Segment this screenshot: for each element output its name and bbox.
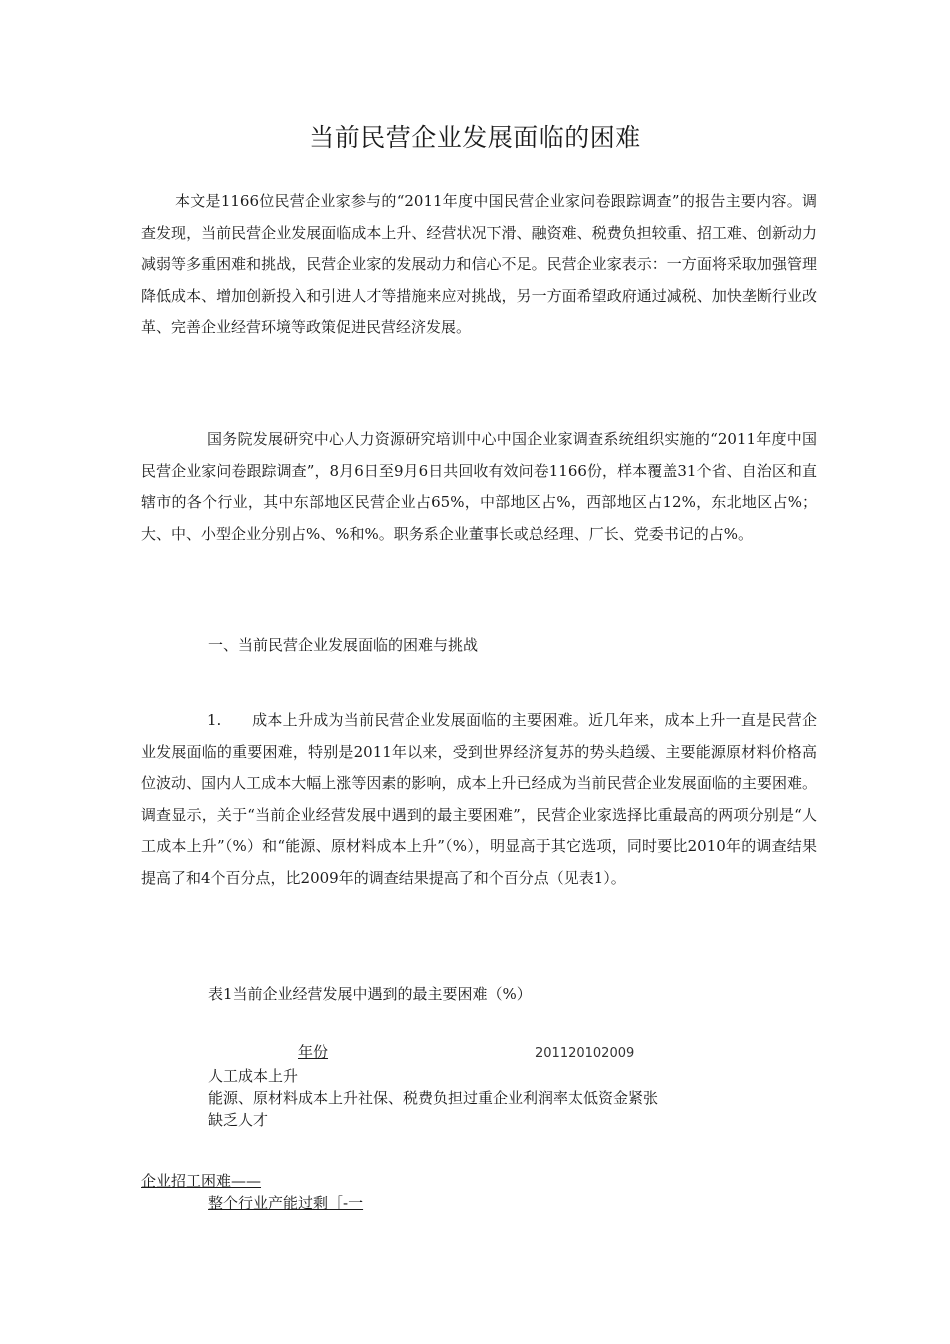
table-years: 201120102009: [535, 1046, 635, 1058]
table-row: 能源、原材料成本上升社保、税费负担过重企业利润率太低资金紧张: [208, 1089, 659, 1107]
document-title: 当前民营企业发展面临的困难: [309, 123, 641, 152]
table-row: 整个行业产能过剩［-一: [208, 1194, 364, 1212]
table-caption: 表1当前企业经营发展中遇到的最主要困难（%）: [208, 985, 532, 1003]
paragraph-survey-info: 国务院发展研究中心人力资源研究培训中心中国企业家调查系统组织实施的“2011年度中国民营企业家问卷跟踪调查”，8月6日至9月6日共回收有效问卷1166份，样本覆盖31个省、自治区和直辖市的各个行业，其中东部地区民营企业占65%，中部地区占%，西部地区占12%，东北地区占%；大、中、小型企业分别占%、%和%。职务系企业董事长或总经理、厂长、党委书记的占%。: [141, 430, 817, 543]
table-row: 企业招工困难——: [141, 1172, 262, 1190]
section-heading: 一、当前民营企业发展面临的困难与挑战: [208, 636, 479, 654]
table-year-header: 年份: [298, 1043, 329, 1061]
paragraph-abstract: 本文是1166位民营企业家参与的“2011年度中国民营企业家问卷跟踪调查”的报告主要内容。调查发现，当前民营企业发展面临成本上升、经营状况下滑、融资难、税费负担较重、招工难、创新动力减弱等多重困难和挑战，民营企业家的发展动力和信心不足。民营企业家表示：一方面将采取加强管理降低成本、增加创新投入和引进人才等措施来应对挑战，另一方面希望政府通过减税、加快垄断行业改革、完善企业经营环境等政策促进民营经济发展。: [141, 192, 817, 336]
table-row: 缺乏人才: [208, 1111, 269, 1129]
table-row: 人工成本上升: [208, 1067, 299, 1085]
paragraph-cost-rise: 1. 成本上升成为当前民营企业发展面临的主要困难。近几年来，成本上升一直是民营企业发展面临的重要困难，特别是2011年以来，受到世界经济复苏的势头趋缓、主要能源原材料价格高位波动、国内人工成本大幅上涨等因素的影响，成本上升已经成为当前民营企业发展面临的主要困难。调查显示，关于“当前企业经营发展中遇到的最主要困难”，民营企业家选择比重最高的两项分别是“人工成本上升”（%）和“能源、原材料成本上升”（%），明显高于其它选项，同时要比2010年的调查结果提高了和4个百分点，比2009年的调查结果提高了和个百分点（见表1）。: [141, 711, 817, 887]
